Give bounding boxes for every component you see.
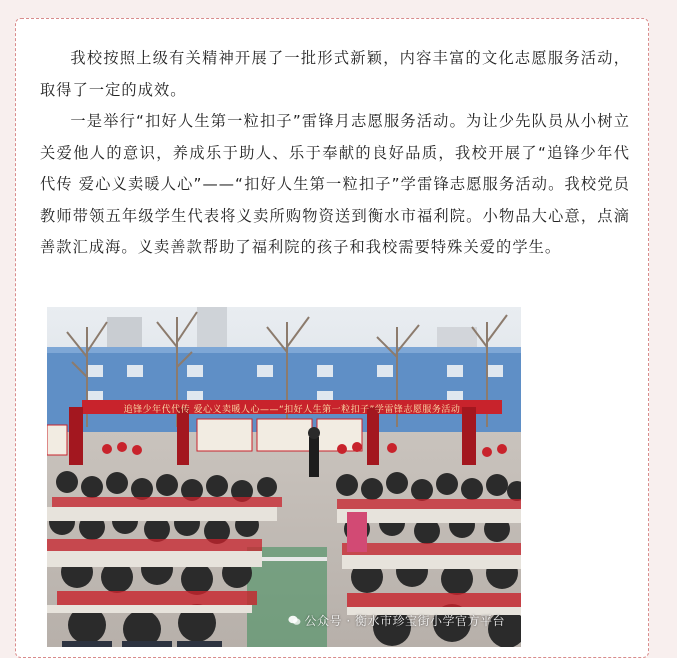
article-paragraph-2: 一是举行“扣好人生第一粒扣子”雷锋月志愿服务活动。为让少先队员从小树立关爱他人的意识，养成乐于助人、乐于奉献的良好品质，我校开展了“追锋少年代代传 爱心义卖暖人心”——“扣好人生第一粒扣子”学雷锋志愿服务活动。我校党员教师带领五年级学生代表将义卖所购物资送到衡水市福利院。小物品大心意，点滴善款汇成海。义卖善款帮助了福利院的孩子和我校需要特殊关爱的学生。 bbox=[40, 112, 630, 256]
article-paragraph-1: 我校按照上级有关精神开展了一批形式新颖，内容丰富的文化志愿服务活动，取得了一定的成效。 bbox=[40, 49, 630, 99]
wechat-watermark bbox=[288, 612, 505, 629]
wechat-icon bbox=[288, 615, 301, 626]
article-card bbox=[15, 18, 649, 658]
article-body bbox=[40, 43, 630, 264]
watermark-text: 公众号 · 衡水市珍宝街小学官方平台 bbox=[304, 614, 505, 628]
event-photo-illustration bbox=[47, 307, 521, 647]
event-banner-text: 追锋少年代代传 爱心义卖暖人心——“扣好人生第一粒扣子”学雷锋志愿服务活动 bbox=[123, 405, 461, 415]
event-photo bbox=[47, 307, 521, 647]
